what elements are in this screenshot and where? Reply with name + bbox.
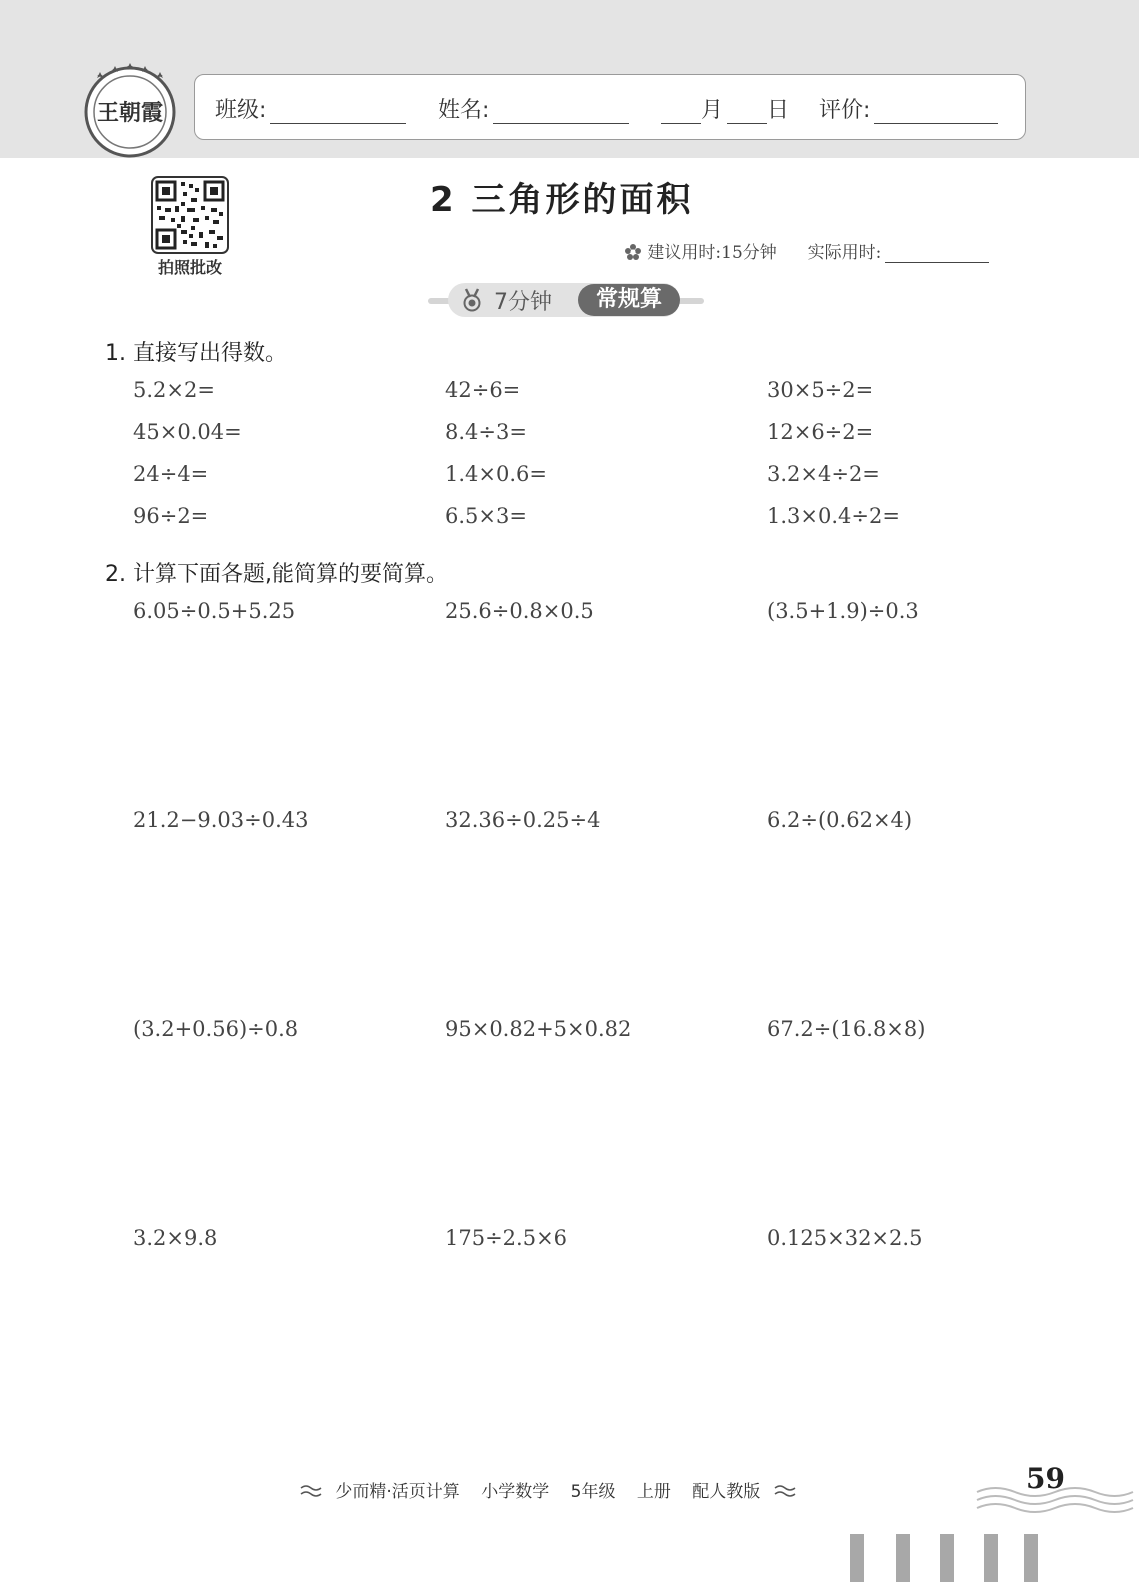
problem-item: (3.5+1.9)÷0.3 xyxy=(767,599,919,623)
problem-item: (3.2+0.56)÷0.8 xyxy=(133,1017,299,1041)
flower-icon xyxy=(624,243,642,261)
exercise-item: 96÷2= xyxy=(133,504,209,528)
page-number: 59 xyxy=(1026,1462,1065,1495)
name-blank[interactable] xyxy=(493,97,629,124)
section2-heading: 2. 计算下面各题,能简算的要简算。 xyxy=(105,562,448,587)
section1-heading: 1. 直接写出得数。 xyxy=(105,341,287,366)
problem-item: 0.125×32×2.5 xyxy=(767,1226,923,1250)
problem-item: 32.36÷0.25÷4 xyxy=(445,808,601,832)
edge-tab xyxy=(984,1534,998,1582)
exercise-item: 1.3×0.4÷2= xyxy=(767,504,900,528)
footer-edition: 配人教版 xyxy=(692,1482,761,1502)
page-title: 2 三角形的面积 xyxy=(430,180,694,220)
rating-blank[interactable] xyxy=(874,97,998,124)
exercise-item: 5.2×2= xyxy=(133,378,215,402)
class-blank[interactable] xyxy=(270,97,406,124)
exercise-item: 3.2×4÷2= xyxy=(767,462,880,486)
medal-icon xyxy=(461,288,483,312)
edge-tab xyxy=(940,1534,954,1582)
tag-type: 常规算 xyxy=(578,284,680,316)
exercise-item: 24÷4= xyxy=(133,462,209,486)
class-field[interactable]: 班级: xyxy=(215,93,406,124)
wave-icon xyxy=(300,1484,322,1498)
exercise-item: 45×0.04= xyxy=(133,420,242,444)
day-blank[interactable] xyxy=(727,97,767,124)
footer-volume: 上册 xyxy=(636,1482,671,1502)
date-field[interactable]: 月 日 xyxy=(661,93,789,124)
rating-field[interactable]: 评价: xyxy=(819,93,998,124)
exercise-item: 1.4×0.6= xyxy=(445,462,547,486)
publisher-logo xyxy=(80,58,180,158)
suggested-time: 建议用时:15分钟 xyxy=(647,243,777,263)
exercise-item: 30×5÷2= xyxy=(767,378,874,402)
month-blank[interactable] xyxy=(661,97,701,124)
problem-item: 21.2−9.03÷0.43 xyxy=(133,808,309,832)
problem-item: 175÷2.5×6 xyxy=(445,1226,568,1250)
exercise-item: 6.5×3= xyxy=(445,504,527,528)
actual-time-blank[interactable] xyxy=(885,242,989,263)
exercise-item: 8.4÷3= xyxy=(445,420,527,444)
exercise-item: 42÷6= xyxy=(445,378,521,402)
footer-grade: 5年级 xyxy=(570,1482,616,1502)
student-info-box xyxy=(194,74,1026,140)
footer xyxy=(300,1477,796,1502)
problem-item: 25.6÷0.8×0.5 xyxy=(445,599,594,623)
problem-item: 3.2×9.8 xyxy=(133,1226,218,1250)
qr-code[interactable] xyxy=(151,176,229,254)
problem-item: 95×0.82+5×0.82 xyxy=(445,1017,632,1041)
problem-item: 6.2÷(0.62×4) xyxy=(767,808,913,832)
footer-subject: 小学数学 xyxy=(481,1482,550,1502)
footer-series: 少而精·活页计算 xyxy=(335,1482,460,1502)
qr-label: 拍照批改 xyxy=(157,258,222,277)
problem-item: 67.2÷(16.8×8) xyxy=(767,1017,926,1041)
name-field[interactable]: 姓名: xyxy=(438,93,629,124)
edge-tab xyxy=(896,1534,910,1582)
problem-item: 6.05÷0.5+5.25 xyxy=(133,599,296,623)
time-bar xyxy=(624,238,1026,262)
actual-time-label: 实际用时: xyxy=(807,243,882,263)
svg-text:王朝霞: 王朝霞 xyxy=(96,100,164,126)
edge-tab xyxy=(850,1534,864,1582)
tag-time: 7分钟 xyxy=(494,290,552,315)
wave-icon xyxy=(774,1484,796,1498)
exercise-item: 12×6÷2= xyxy=(767,420,874,444)
edge-tab xyxy=(1024,1534,1038,1582)
